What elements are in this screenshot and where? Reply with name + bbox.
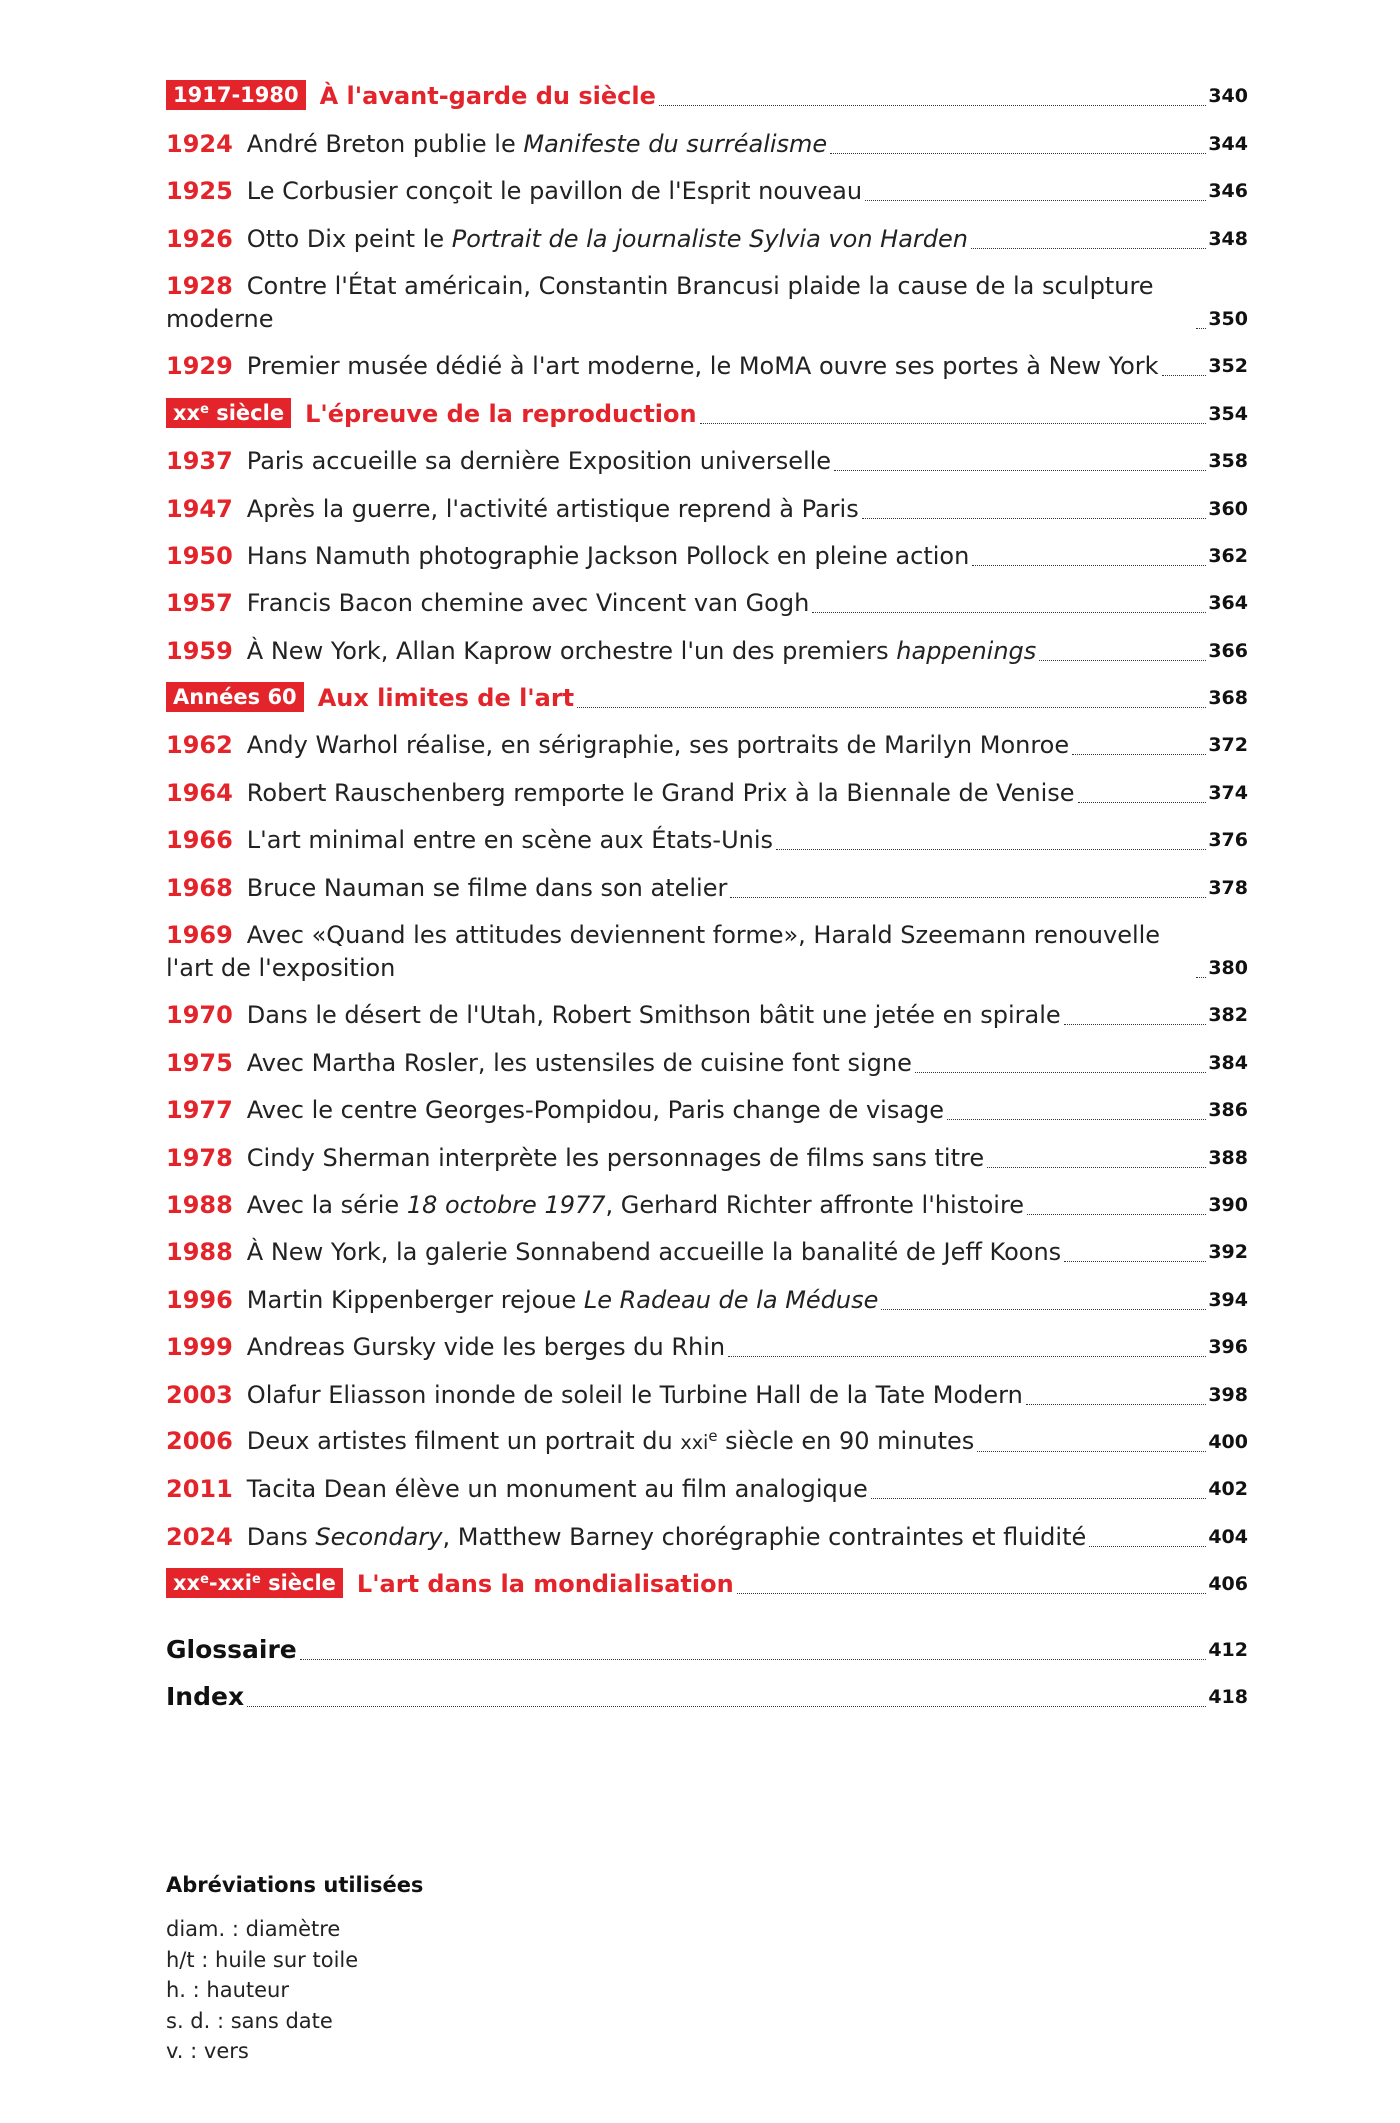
page-number: 368 [1208, 687, 1248, 710]
toc-entry-row[interactable] [166, 1459, 1248, 1506]
toc-label [166, 1680, 244, 1714]
toc-label [166, 1568, 734, 1601]
toc-label: 1964 Robert Rauschenberg remporte le Grand Prix à la Biennale de Venise [166, 778, 1075, 807]
page-number: 362 [1208, 544, 1248, 567]
leader-dots [865, 200, 1206, 201]
toc-back-matter-row[interactable] [166, 1667, 1248, 1714]
page-number: 364 [1208, 592, 1248, 615]
leader-dots [1027, 1214, 1206, 1215]
leader-dots [881, 1309, 1206, 1310]
period-badge: 1917-1980 [166, 80, 306, 110]
entry-year: 1962 [166, 731, 233, 760]
toc-entry-row[interactable] [166, 1032, 1248, 1079]
toc-section-row[interactable] [166, 1554, 1248, 1601]
leader-dots [1039, 660, 1206, 661]
leader-dots [1162, 375, 1207, 376]
period-badge: $xx^e-xxi^e$ siècle [166, 1568, 343, 1598]
leader-dots [947, 1119, 1206, 1120]
page-number: 390 [1208, 1193, 1248, 1216]
entry-year: 1964 [166, 778, 233, 807]
toc-label [166, 682, 574, 715]
entry-year: 2003 [166, 1380, 233, 1409]
page-number: 386 [1208, 1099, 1248, 1122]
toc-entry-row[interactable] [166, 1127, 1248, 1174]
leader-dots [834, 470, 1206, 471]
toc-label: 2003 Olafur Eliasson inonde de soleil le Turbine Hall de la Tate Modern [166, 1380, 1023, 1409]
toc-label: 2006 Deux artistes filment un portrait du xxi$^e$ siècle en 90 minutes [166, 1426, 975, 1455]
section-title: L'épreuve de la reproduction [305, 399, 697, 428]
toc-label: 1996 Martin Kippenberger rejoue Le Radeau de la Méduse [166, 1285, 879, 1314]
leader-dots [300, 1659, 1207, 1660]
toc-label [166, 80, 656, 113]
toc-label: 1947 Après la guerre, l'activité artistique reprend à Paris [166, 494, 859, 523]
section-title: À l'avant-garde du siècle [319, 82, 656, 111]
toc-entry-row[interactable] [166, 573, 1248, 620]
abbreviation-item: s. d. : sans date [166, 2008, 333, 2033]
abbreviations-title: Abréviations utilisées [166, 1873, 424, 1897]
page-number: 404 [1208, 1525, 1248, 1548]
abbreviation-item: h. : hauteur [166, 1978, 289, 2002]
leader-dots [1196, 328, 1206, 329]
toc-label [166, 398, 697, 431]
toc-entry-row[interactable] [166, 762, 1248, 809]
page-number: 378 [1208, 876, 1248, 899]
entry-year: 1999 [166, 1333, 233, 1362]
leader-dots [700, 423, 1207, 424]
page-number: 348 [1208, 227, 1248, 250]
leader-dots [1072, 754, 1206, 755]
toc-entry-row[interactable] [166, 1364, 1248, 1411]
toc-label: 1975 Avec Martha Rosler, les ustensiles de cuisine font signe [166, 1048, 912, 1077]
page-number: 354 [1208, 402, 1248, 425]
leader-dots [1064, 1261, 1206, 1262]
page-number: 340 [1208, 85, 1248, 108]
entry-year: 1924 [166, 129, 233, 158]
entry-year: 1969 [166, 921, 233, 950]
page-number: 400 [1208, 1430, 1248, 1453]
entry-year: 1968 [166, 873, 233, 902]
toc-label: 2011 Tacita Dean élève un monument au film analogique [166, 1475, 868, 1504]
leader-dots [812, 612, 1206, 613]
entry-year: 1988 [166, 1238, 233, 1267]
toc-entry-row[interactable] [166, 810, 1248, 857]
entry-year: 1996 [166, 1285, 233, 1314]
toc-entry-row[interactable] [166, 1269, 1248, 1316]
toc-label: 1959 À New York, Allan Kaprow orchestre l'un des premiers happenings [166, 636, 1037, 665]
toc-entry-row[interactable] [166, 113, 1248, 160]
toc-label: 1966 L'art minimal entre en scène aux États-Unis [166, 826, 774, 855]
page-number: 398 [1208, 1383, 1248, 1406]
leader-dots [830, 153, 1206, 154]
toc-entry-row[interactable] [166, 478, 1248, 525]
leader-dots [862, 518, 1207, 519]
page-number: 344 [1208, 132, 1248, 155]
back-matter-title: Index [166, 1681, 245, 1711]
toc-entry-row[interactable] [166, 161, 1248, 208]
toc-entry-row[interactable] [166, 1175, 1248, 1222]
leader-dots [1026, 1404, 1206, 1405]
toc-label: 1977 Avec le centre Georges-Pompidou, Paris change de visage [166, 1096, 945, 1125]
page-number: 350 [1208, 307, 1248, 330]
toc-entry-row[interactable] [166, 208, 1248, 255]
toc-entry-row[interactable] [166, 1222, 1248, 1269]
toc-label: 1970 Dans le désert de l'Utah, Robert Smithson bâtit une jetée en spirale [166, 1001, 1061, 1030]
toc-label: 2024 Dans Secondary, Matthew Barney chorégraphie contraintes et fluidité [166, 1522, 1087, 1551]
period-badge: Années 60 [166, 682, 304, 712]
leader-dots [776, 849, 1206, 850]
entry-year: 1929 [166, 352, 233, 381]
leader-dots [871, 1498, 1207, 1499]
leader-dots [1078, 802, 1207, 803]
toc-label: 1988 Avec la série 18 octobre 1977, Gerhard Richter affronte l'histoire [166, 1190, 1025, 1219]
page-number: 418 [1208, 1685, 1248, 1708]
toc-section-row[interactable] [166, 668, 1248, 715]
entry-year: 1950 [166, 541, 233, 570]
page-number: 406 [1208, 1573, 1248, 1596]
abbreviation-item: v. : vers [166, 2039, 249, 2063]
page-number: 346 [1208, 180, 1248, 203]
toc-entry-row[interactable] [166, 1080, 1248, 1127]
entry-year: 1926 [166, 224, 233, 253]
toc-label: 1937 Paris accueille sa dernière Exposition universelle [166, 447, 832, 476]
toc-entry-row[interactable] [166, 1506, 1248, 1553]
toc-label: 1962 Andy Warhol réalise, en sérigraphie, ses portraits de Marilyn Monroe [166, 731, 1070, 760]
section-title: L'art dans la mondialisation [356, 1570, 734, 1599]
toc-label: 1950 Hans Namuth photographie Jackson Pollock en pleine action [166, 541, 970, 570]
entry-year: 1925 [166, 177, 233, 206]
period-badge: $xx^e$ siècle [166, 398, 291, 428]
toc-label: 1988 À New York, la galerie Sonnabend accueille la banalité de Jeff Koons [166, 1238, 1062, 1267]
toc-label: 1926 Otto Dix peint le Portrait de la journaliste Sylvia von Harden [166, 224, 968, 253]
toc-back-matter-row[interactable] [166, 1619, 1248, 1666]
toc-entry-row[interactable] [166, 526, 1248, 573]
toc-section-row[interactable] [166, 383, 1248, 430]
leader-dots [1064, 1024, 1207, 1025]
entry-year: 1959 [166, 636, 233, 665]
entry-year: 2006 [166, 1426, 233, 1455]
leader-dots [737, 1593, 1207, 1594]
page-number: 380 [1208, 957, 1248, 980]
entry-year: 1957 [166, 589, 233, 618]
toc-label: 1925 Le Corbusier conçoit le pavillon de l'Esprit nouveau [166, 177, 863, 206]
leader-dots [728, 1356, 1206, 1357]
page-number: 396 [1208, 1336, 1248, 1359]
toc-entry-row[interactable] [166, 985, 1248, 1032]
toc-label: 1929 Premier musée dédié à l'art moderne, le MoMA ouvre ses portes à New York [166, 352, 1159, 381]
entry-year: 2011 [166, 1475, 233, 1504]
entry-year: 1947 [166, 494, 233, 523]
entry-year: 1975 [166, 1048, 233, 1077]
toc-entry-row[interactable] [166, 1412, 1248, 1459]
toc-label: 1978 Cindy Sherman interprète les personnages de films sans titre [166, 1143, 985, 1172]
leader-dots [247, 1706, 1206, 1707]
page-number: 384 [1208, 1051, 1248, 1074]
leader-dots [577, 707, 1206, 708]
entry-year: 1988 [166, 1190, 233, 1219]
leader-dots [971, 248, 1206, 249]
abbreviations-list [166, 1914, 423, 2067]
page-number: 388 [1208, 1146, 1248, 1169]
toc-label: 1968 Bruce Nauman se filme dans son atelier [166, 873, 728, 902]
toc-entry-row[interactable] [166, 336, 1248, 383]
entry-year: 2024 [166, 1522, 233, 1551]
toc-label: 1928 Contre l'État américain, Constantin Brancusi plaide la cause de la sculpture moderne [166, 271, 1154, 333]
entry-year: 1978 [166, 1143, 233, 1172]
toc-label [166, 1633, 297, 1667]
entry-year: 1977 [166, 1096, 233, 1125]
page-number: 374 [1208, 781, 1248, 804]
toc-entry-row[interactable] [166, 715, 1248, 762]
leader-dots [977, 1451, 1206, 1452]
abbreviation-item: h/t : huile sur toile [166, 1947, 359, 1972]
entry-year: 1937 [166, 447, 233, 476]
entry-year: 1970 [166, 1001, 233, 1030]
abbreviation-item: diam. : diamètre [166, 1917, 341, 1941]
toc-label: 1924 André Breton publie le Manifeste du surréalisme [166, 129, 828, 158]
table-of-contents [166, 66, 1248, 1714]
page-number: 412 [1208, 1638, 1248, 1661]
back-matter-title: Glossaire [166, 1634, 297, 1664]
page-number: 394 [1208, 1288, 1248, 1311]
page-number: 352 [1208, 355, 1248, 378]
leader-dots [659, 105, 1206, 106]
toc-entry-row[interactable] [166, 857, 1248, 904]
page-number: 358 [1208, 450, 1248, 473]
leader-dots [972, 565, 1206, 566]
page-number: 360 [1208, 497, 1248, 520]
toc-entry-row[interactable] [166, 1317, 1248, 1364]
page-number: 392 [1208, 1241, 1248, 1264]
toc-entry-row[interactable] [166, 431, 1248, 478]
leader-dots [1089, 1546, 1206, 1547]
entry-year: 1966 [166, 826, 233, 855]
page-number: 366 [1208, 639, 1248, 662]
section-title: Aux limites de l'art [317, 684, 575, 713]
toc-section-row[interactable] [166, 66, 1248, 113]
toc-label: 1999 Andreas Gursky vide les berges du Rhin [166, 1333, 726, 1362]
entry-year: 1928 [166, 271, 233, 300]
page-number: 372 [1208, 734, 1248, 757]
leader-dots [1196, 977, 1206, 978]
page-number: 402 [1208, 1478, 1248, 1501]
toc-entry-row[interactable] [166, 905, 1248, 985]
page-number: 382 [1208, 1004, 1248, 1027]
abbreviations-box [166, 1870, 423, 2067]
toc-entry-row[interactable] [166, 256, 1248, 336]
page-number: 376 [1208, 829, 1248, 852]
leader-dots [987, 1167, 1206, 1168]
leader-dots [915, 1072, 1206, 1073]
toc-label: 1957 Francis Bacon chemine avec Vincent van Gogh [166, 589, 810, 618]
toc-label: 1969 Avec «Quand les attitudes deviennent forme», Harald Szeemann renouvelle l'art de l'exposition [166, 921, 1161, 983]
leader-dots [730, 897, 1206, 898]
toc-entry-row[interactable] [166, 620, 1248, 667]
